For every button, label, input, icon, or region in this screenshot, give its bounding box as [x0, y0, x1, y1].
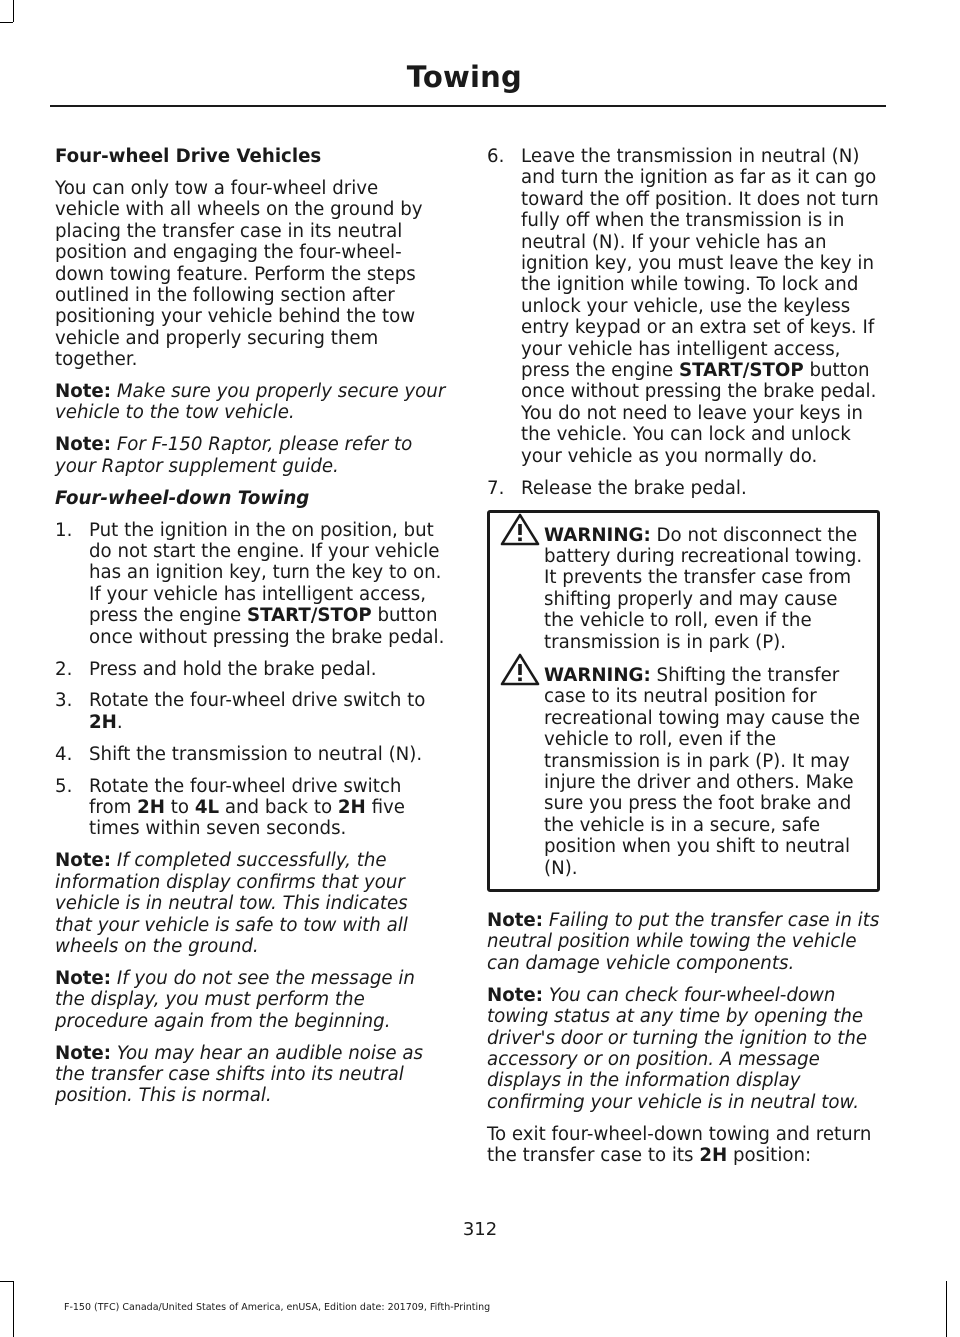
crop-mark — [13, 1281, 14, 1337]
note-text: For F-150 Raptor, please refer to your Raptor supplement guide. — [55, 434, 413, 477]
crop-mark — [946, 1281, 947, 1337]
warning-label: WARNING: — [544, 524, 651, 546]
list-item — [55, 659, 447, 680]
step-text: Rotate the four-wheel drive switch to — [89, 690, 426, 712]
step-number: 7. — [487, 477, 505, 499]
note-text: You can check four-wheel-down towing status at any time by opening the driver's door or turning the ignition to the accessory or on position. A message displays in the information display confirming your vehicle is in neutral tow. — [487, 984, 868, 1113]
page-title: Towing — [406, 60, 522, 94]
step-text: Press and hold the brake pedal. — [89, 658, 377, 680]
note — [55, 850, 447, 957]
note-label: Note: — [487, 910, 544, 931]
note — [487, 985, 880, 1113]
right-column — [487, 146, 880, 1177]
crop-mark — [0, 22, 13, 23]
step-bold: 2H — [337, 797, 366, 819]
warning-triangle-icon — [498, 653, 544, 687]
step-text: and back to — [219, 797, 338, 819]
step-text: button once without pressing the brake pedal. You do not need to leave your keys in the vehicle. You can lock and unlock your vehicle as you normally do. — [521, 360, 877, 467]
step-text: Put the ignition in the on position, but do not start the engine. If your vehicle has an ignition key, turn the key to on. If your vehicle has intelligent access, press the engine — [89, 519, 442, 627]
step-text: five times within seven seconds. — [89, 797, 405, 840]
step-text: . — [116, 711, 123, 733]
crop-mark — [13, 0, 14, 22]
left-column — [55, 146, 447, 1117]
step-bold: 2H — [137, 797, 165, 819]
list-item — [487, 478, 880, 499]
step-number: 2. — [55, 658, 73, 680]
note — [55, 381, 447, 424]
step-text: Rotate the four-wheel drive switch from — [89, 775, 402, 819]
note-text: If you do not see the message in the display, you must perform the procedure again from the beginning. — [55, 967, 415, 1032]
list-item — [55, 744, 447, 765]
warning-label: WARNING: — [544, 664, 651, 686]
warning-box — [487, 510, 880, 893]
warning — [498, 525, 869, 653]
note-label: Note: — [55, 381, 112, 403]
step-bold: START/STOP — [247, 605, 372, 627]
warning-triangle-icon — [498, 513, 544, 547]
note — [487, 910, 880, 974]
exit-text: position: — [727, 1145, 812, 1167]
step-bold: 4L — [194, 797, 220, 819]
step-number: 1. — [55, 519, 73, 541]
crop-mark — [0, 1281, 13, 1282]
step-number: 5. — [55, 775, 73, 797]
note-label: Note: — [55, 967, 112, 989]
step-text: button once without pressing the brake pedal. — [89, 605, 445, 648]
step-number: 6. — [487, 146, 505, 167]
step-number: 4. — [55, 743, 73, 765]
note-label: Note: — [55, 1042, 112, 1064]
header-rule — [50, 105, 886, 107]
note-label: Note: — [55, 434, 112, 456]
warning-text: Do not disconnect the battery during recreational towing. It prevents the transfer case from shifting properly and may cause the vehicle to roll, even if the transmission is in park (P). — [544, 524, 863, 653]
steps-list — [55, 520, 447, 840]
note-text: You may hear an audible noise as the transfer case shifts into its neutral position. This is normal. — [55, 1042, 423, 1107]
step-text: Leave the transmission in neutral (N) and turn the ignition as far as it can go toward the off position. It does not turn fully off when the transmission is in neutral (N). If your vehicle has an ignition key, you must leave the key in the ignition while towing. To lock and unlock your vehicle, use the keyless entry keypad or an extra set of keys. If your vehicle has intelligent access, press the engine — [521, 146, 879, 382]
list-item — [487, 146, 880, 467]
note-text: Failing to put the transfer case in its neutral position while towing the vehicle can damage vehicle components. — [487, 910, 880, 974]
exit-bold: 2H — [699, 1145, 728, 1167]
page-number: 312 — [462, 1219, 498, 1240]
list-item — [55, 690, 447, 733]
note-text: If completed successfully, the information display confirms that your vehicle is in neutral tow. This indicates that your vehicle is safe to tow with all wheels on the ground. — [55, 850, 408, 957]
exit-text: To exit four-wheel-down towing and return the transfer case to its — [487, 1123, 872, 1167]
list-item — [55, 520, 447, 648]
intro-paragraph: You can only tow a four-wheel drive vehicle with all wheels on the ground by placing the transfer case in its neutral position and engaging the four-wheel-down towing feature. Perform the steps outlined in the following section after positioning your vehicle behind the tow vehicle and properly securing them together. — [55, 177, 423, 371]
note-label: Note: — [487, 984, 544, 1006]
warning — [498, 665, 869, 879]
exit-paragraph — [487, 1124, 880, 1167]
step-number: 3. — [55, 690, 73, 712]
note-text: Make sure you properly secure your vehicle to the tow vehicle. — [55, 381, 446, 424]
note-label: Note: — [55, 850, 112, 872]
section-heading: Four-wheel Drive Vehicles — [55, 146, 322, 167]
step-bold: 2H — [89, 711, 117, 733]
note — [55, 968, 447, 1032]
list-item — [55, 776, 447, 840]
warning-text: Shifting the transfer case to its neutral position for recreational towing may cause the vehicle to roll, even if the transmission is in park (P). It may injure the driver and others. Make sure you press the foot brake and the vehicle is in a secure, safe position when you shift to neutral (N). — [544, 664, 860, 879]
edition-line: F-150 (TFC) Canada/United States of America, enUSA, Edition date: 201709, Fifth-Printing — [64, 1302, 491, 1313]
note — [55, 434, 447, 477]
steps-list — [487, 146, 880, 499]
step-bold: START/STOP — [679, 360, 804, 382]
step-text: Shift the transmission to neutral (N). — [89, 743, 423, 765]
step-text: to — [165, 797, 195, 819]
step-text: Release the brake pedal. — [521, 477, 747, 499]
note — [55, 1043, 447, 1107]
subsection-heading: Four-wheel-down Towing — [55, 487, 310, 509]
